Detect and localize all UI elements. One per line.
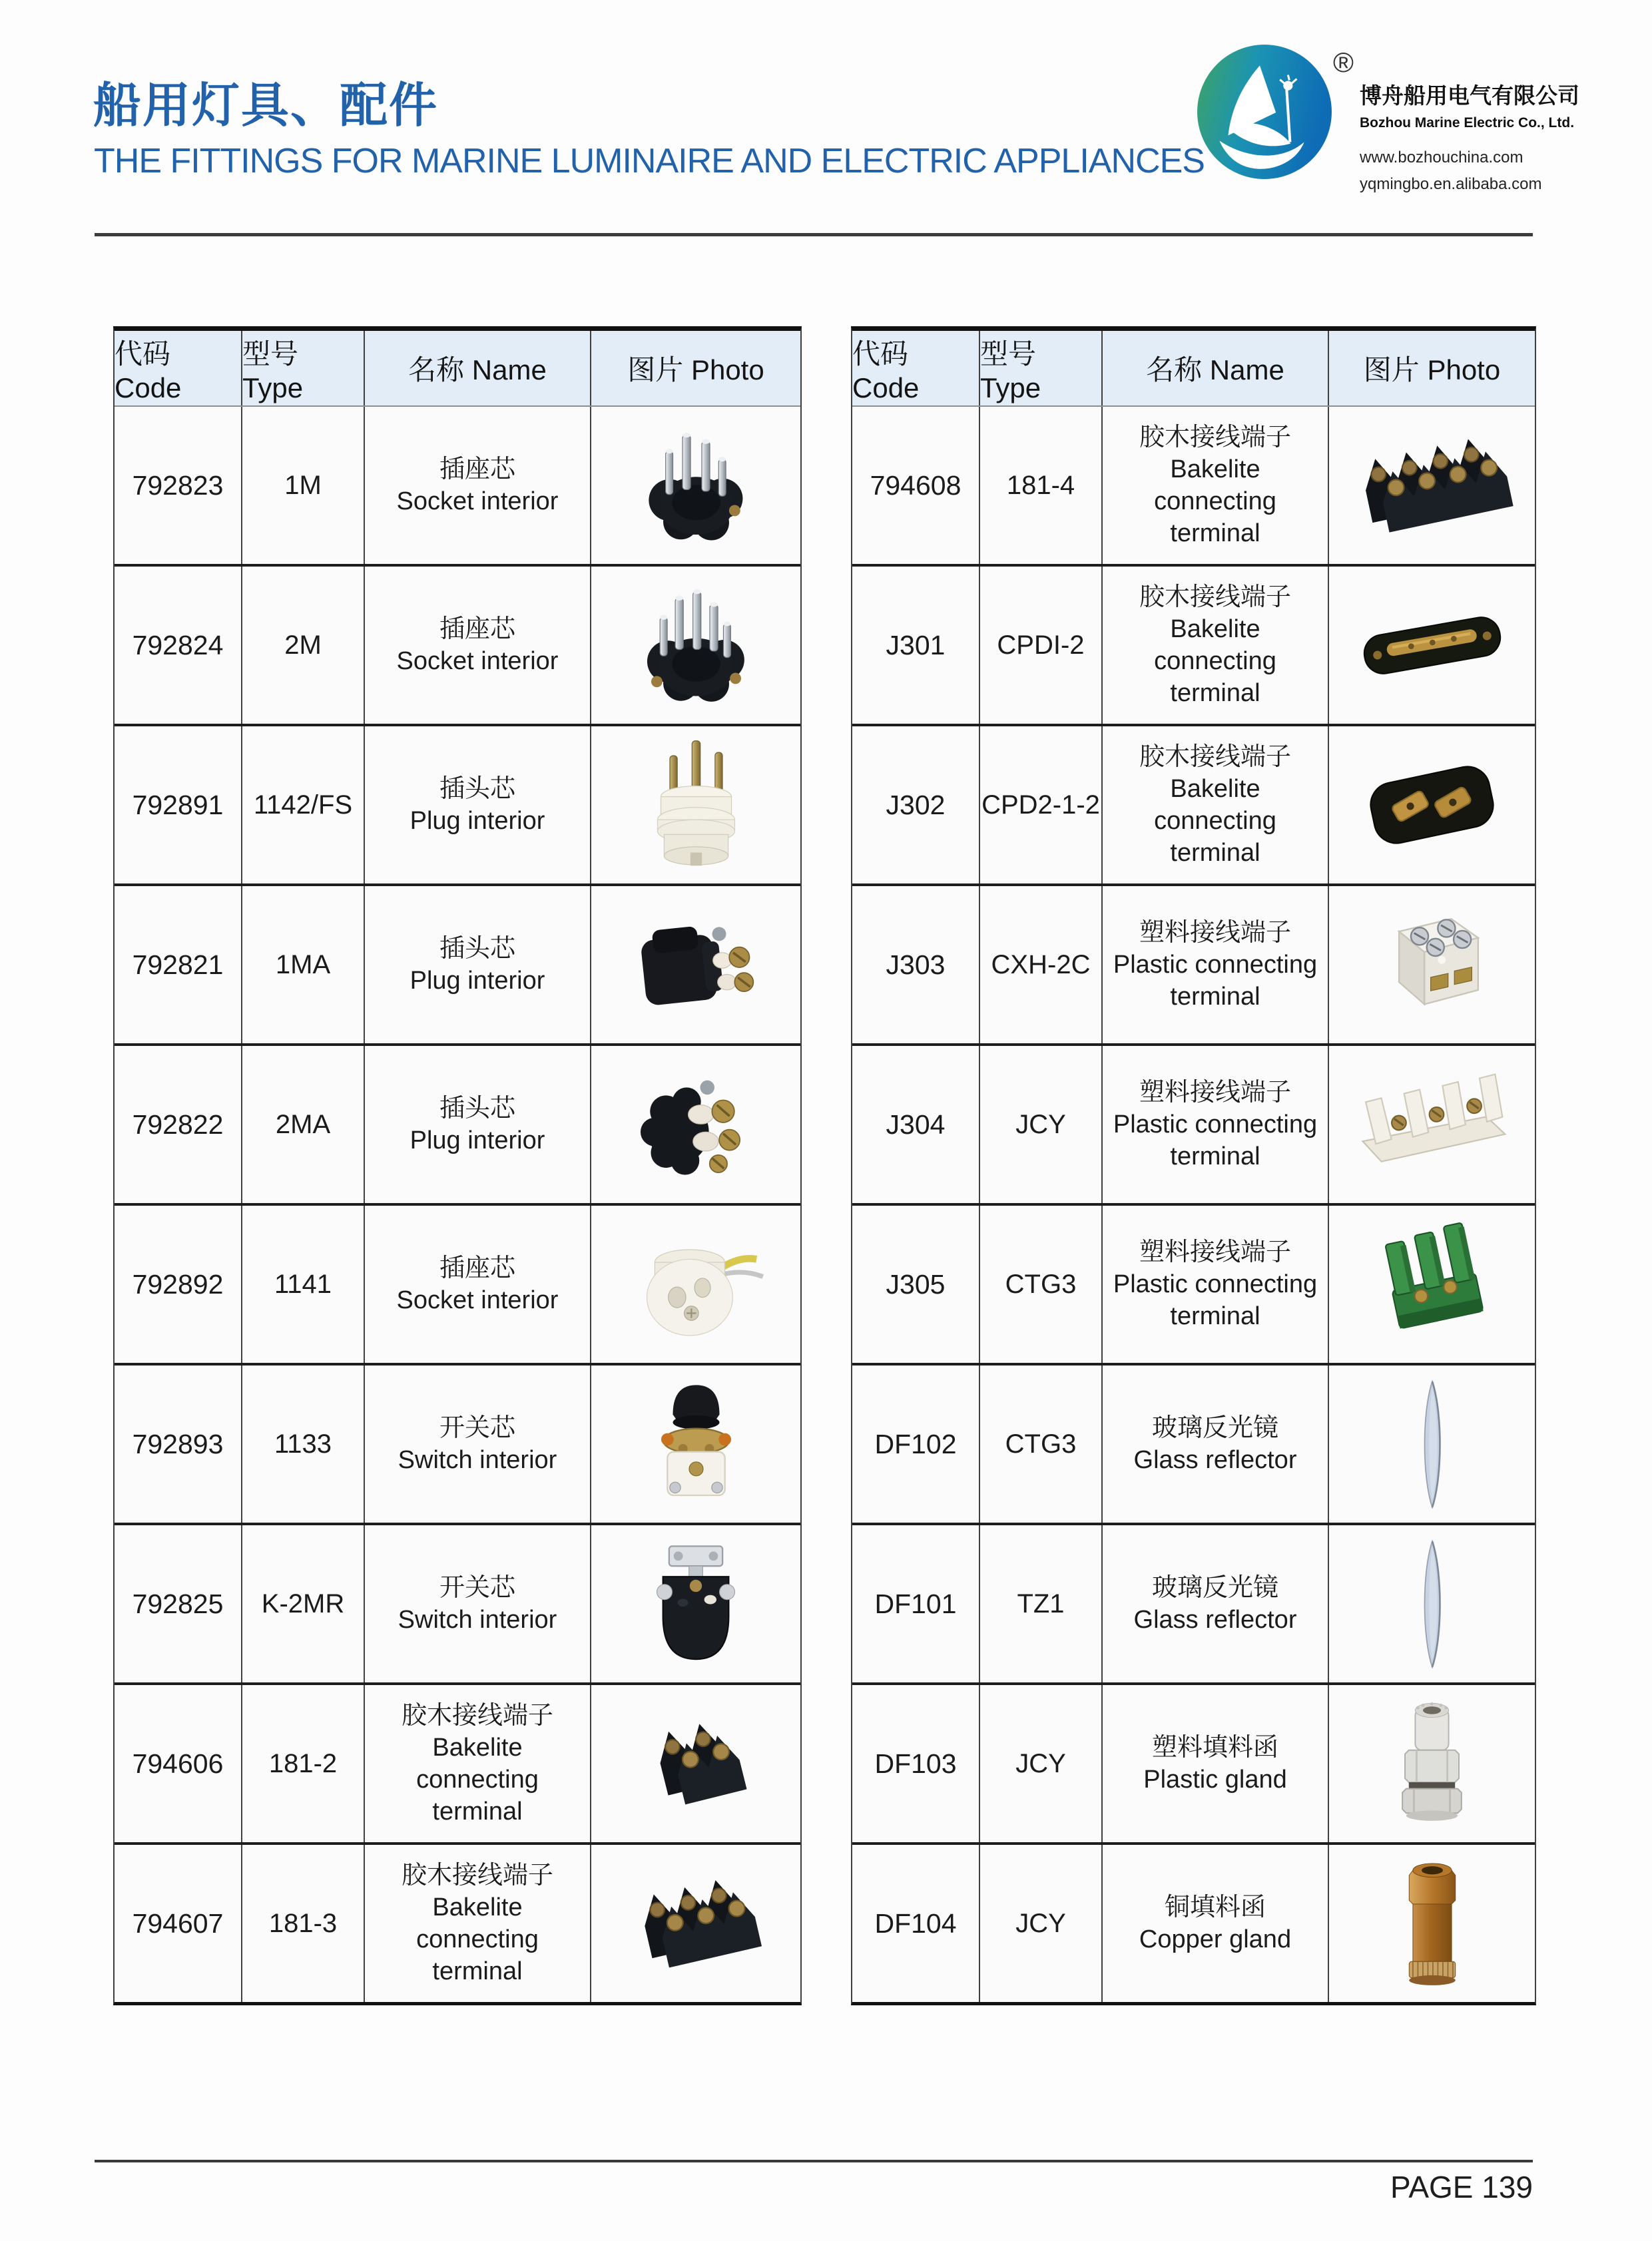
type-cell <box>979 1206 1101 1363</box>
name-zh: 胶木接线端子 <box>401 1702 553 1730</box>
name-cell <box>364 1206 590 1363</box>
code-value: DF103 <box>874 1748 957 1779</box>
name-cell <box>364 726 590 883</box>
photo-cell <box>1328 1685 1535 1842</box>
type-value: JCY <box>1015 1748 1066 1778</box>
name-en: Plug interior <box>410 807 545 835</box>
product-photo-image <box>1408 1535 1456 1673</box>
table-row <box>115 1523 800 1682</box>
product-photo-image <box>1408 1375 1456 1513</box>
table-row <box>115 1682 800 1842</box>
type-cell <box>979 726 1101 883</box>
name-en: Socket interior <box>396 487 559 515</box>
name-en: Plastic connecting terminal <box>1113 1111 1318 1170</box>
code-cell <box>852 886 979 1043</box>
name-en: Plug interior <box>410 1126 545 1154</box>
table-row <box>115 407 800 564</box>
table-row <box>852 1363 1535 1523</box>
type-value: 1133 <box>274 1429 332 1459</box>
product-photo-image <box>628 417 764 554</box>
type-cell <box>979 1845 1101 2002</box>
name-cell <box>364 1366 590 1523</box>
code-cell <box>115 1206 241 1363</box>
type-cell <box>979 1366 1101 1523</box>
type-value: 1141 <box>274 1269 332 1299</box>
name-zh: 塑料接线端子 <box>1139 1079 1291 1107</box>
table-header-row <box>852 331 1535 407</box>
type-value: 1142/FS <box>253 790 353 820</box>
name-en: Bakelite connecting terminal <box>416 1893 539 1985</box>
type-value: CXH-2C <box>991 949 1091 979</box>
name-cell <box>1101 1525 1328 1682</box>
product-photo-image <box>638 1374 754 1514</box>
product-photo-image <box>1349 599 1515 692</box>
photo-cell <box>590 1685 800 1842</box>
type-cell <box>979 1525 1101 1682</box>
type-cell <box>979 567 1101 724</box>
name-en: Bakelite connecting terminal <box>1154 775 1276 867</box>
page-title-zh: 船用灯具、配件 <box>93 79 439 132</box>
product-photo-image <box>624 1857 768 1990</box>
product-photo-image <box>1346 1067 1519 1182</box>
product-photo-image <box>626 903 766 1027</box>
name-cell <box>1101 407 1328 564</box>
column-header-photo: 图片 Photo <box>590 331 800 405</box>
type-cell <box>241 1206 364 1363</box>
name-en: Plastic connecting terminal <box>1113 951 1318 1011</box>
product-photo-image <box>635 731 758 879</box>
code-cell <box>852 407 979 564</box>
name-cell <box>1101 1206 1328 1363</box>
company-website: www.bozhouchina.com <box>1360 148 1523 166</box>
photo-cell <box>1328 886 1535 1043</box>
photo-cell <box>1328 567 1535 724</box>
code-value: DF101 <box>874 1588 957 1619</box>
type-value: 2MA <box>275 1109 331 1139</box>
name-zh: 插座芯 <box>439 615 515 643</box>
photo-cell <box>1328 1366 1535 1523</box>
type-cell <box>241 1845 364 2002</box>
column-header-code: 代码 Code <box>852 338 920 403</box>
code-cell <box>852 1525 979 1682</box>
product-photo-image <box>1354 749 1510 861</box>
name-en: Socket interior <box>396 1286 559 1314</box>
table-row <box>852 564 1535 724</box>
table-row <box>115 1842 800 2002</box>
name-cell <box>1101 886 1328 1043</box>
name-cell <box>1101 567 1328 724</box>
column-header-type: 型号 Type <box>979 331 1101 405</box>
photo-cell <box>590 1206 800 1363</box>
code-value: 794607 <box>132 1907 224 1939</box>
type-value: 2M <box>284 630 322 660</box>
product-photo-image <box>1369 901 1496 1028</box>
page-title-en: THE FITTINGS FOR MARINE LUMINAIRE AND ELECTRIC APPLIANCES <box>94 142 1205 180</box>
code-value: J301 <box>886 629 946 660</box>
photo-cell <box>590 407 800 564</box>
type-cell <box>241 567 364 724</box>
name-zh: 胶木接线端子 <box>1139 423 1291 451</box>
company-name-en: Bozhou Marine Electric Co., Ltd. <box>1360 115 1575 130</box>
code-cell <box>852 726 979 883</box>
table-row <box>852 883 1535 1043</box>
type-cell <box>979 1685 1101 1842</box>
name-zh: 塑料接线端子 <box>1139 919 1291 947</box>
type-value: 1MA <box>275 949 331 979</box>
product-photo-image <box>639 1535 753 1673</box>
product-photo-image <box>1392 1852 1473 1995</box>
name-cell <box>364 407 590 564</box>
table-row <box>852 724 1535 883</box>
name-zh: 玻璃反光镜 <box>1151 1574 1278 1602</box>
product-photo-image <box>1367 1216 1497 1353</box>
code-cell <box>115 726 241 883</box>
name-cell <box>1101 726 1328 883</box>
company-logo-icon <box>1194 41 1335 182</box>
name-en: Socket interior <box>396 647 559 675</box>
table-header-row <box>115 331 800 407</box>
column-header-photo: 图片 Photo <box>1328 331 1535 405</box>
code-cell <box>852 1046 979 1203</box>
code-value: 792824 <box>132 629 224 660</box>
name-zh: 胶木接线端子 <box>1139 583 1291 611</box>
type-cell <box>979 407 1101 564</box>
code-value: 792825 <box>132 1588 224 1619</box>
type-value: CPD2-1-2 <box>981 790 1100 820</box>
code-cell <box>115 1685 241 1842</box>
name-zh: 插座芯 <box>439 455 515 483</box>
header-divider <box>95 233 1533 236</box>
table-row <box>852 1203 1535 1363</box>
code-value: 794608 <box>870 469 962 501</box>
parts-table-left <box>113 326 802 2005</box>
code-value: 792821 <box>132 949 224 980</box>
product-photo-image <box>625 1221 768 1348</box>
type-cell <box>241 1366 364 1523</box>
type-value: K-2MR <box>261 1589 345 1618</box>
name-cell <box>364 1046 590 1203</box>
type-value: CTG3 <box>1005 1429 1077 1459</box>
photo-cell <box>590 1046 800 1203</box>
column-header-name: 名称 Name <box>1101 331 1328 405</box>
photo-cell <box>1328 407 1535 564</box>
code-value: 792892 <box>132 1268 224 1300</box>
table-row <box>115 883 800 1043</box>
name-zh: 插头芯 <box>439 775 515 803</box>
code-value: DF102 <box>874 1428 957 1459</box>
photo-cell <box>590 1525 800 1682</box>
type-value: 181-3 <box>268 1908 338 1938</box>
footer-divider <box>95 2160 1533 2162</box>
name-cell <box>364 1525 590 1682</box>
name-zh: 开关芯 <box>439 1574 515 1602</box>
name-cell <box>1101 1685 1328 1842</box>
name-en: Plastic connecting terminal <box>1113 1270 1318 1330</box>
product-photo-image <box>625 1065 768 1184</box>
name-cell <box>364 1685 590 1842</box>
parts-table-right <box>851 326 1536 2005</box>
code-cell <box>852 1685 979 1842</box>
name-cell <box>364 886 590 1043</box>
name-cell <box>1101 1845 1328 2002</box>
column-header-name: 名称 Name <box>364 331 590 405</box>
type-value: JCY <box>1015 1109 1066 1139</box>
type-value: JCY <box>1015 1908 1066 1938</box>
type-cell <box>979 1046 1101 1203</box>
product-photo-image <box>628 577 764 714</box>
company-website-alibaba: yqmingbo.en.alibaba.com <box>1360 175 1542 193</box>
registered-trademark-symbol: ® <box>1333 47 1354 78</box>
photo-cell <box>590 886 800 1043</box>
name-zh: 塑料接线端子 <box>1139 1238 1291 1266</box>
type-cell <box>241 886 364 1043</box>
name-zh: 开关芯 <box>439 1414 515 1442</box>
code-cell <box>852 567 979 724</box>
column-header-type: 型号 Type <box>241 331 364 405</box>
code-cell <box>115 567 241 724</box>
photo-cell <box>1328 1046 1535 1203</box>
code-value: J304 <box>886 1109 946 1140</box>
name-en: Plug interior <box>410 967 545 995</box>
name-zh: 铜填料函 <box>1164 1893 1266 1921</box>
photo-cell <box>1328 1525 1535 1682</box>
table-row <box>852 1523 1535 1682</box>
code-cell <box>115 407 241 564</box>
code-value: 792893 <box>132 1428 224 1459</box>
code-cell <box>115 1525 241 1682</box>
code-value: 792891 <box>132 789 224 820</box>
name-cell <box>364 1845 590 2002</box>
code-cell <box>115 886 241 1043</box>
name-zh: 插头芯 <box>439 935 515 963</box>
code-value: DF104 <box>874 1907 957 1939</box>
name-cell <box>1101 1366 1328 1523</box>
type-value: 181-4 <box>1006 470 1075 500</box>
name-zh: 塑料填料函 <box>1151 1734 1278 1762</box>
type-cell <box>241 1685 364 1842</box>
code-value: 794606 <box>132 1748 224 1779</box>
table-row <box>852 1043 1535 1203</box>
type-value: 1M <box>284 470 322 500</box>
type-cell <box>979 886 1101 1043</box>
type-cell <box>241 1046 364 1203</box>
name-cell <box>364 567 590 724</box>
table-row <box>852 1682 1535 1842</box>
name-zh: 胶木接线端子 <box>401 1862 553 1889</box>
code-cell <box>115 1366 241 1523</box>
name-cell <box>1101 1046 1328 1203</box>
type-cell <box>241 726 364 883</box>
name-zh: 插座芯 <box>439 1254 515 1282</box>
photo-cell <box>590 726 800 883</box>
code-value: 792822 <box>132 1109 224 1140</box>
name-zh: 插头芯 <box>439 1095 515 1122</box>
photo-cell <box>590 567 800 724</box>
brand-block <box>1360 79 1579 194</box>
code-cell <box>115 1845 241 2002</box>
table-row <box>115 1043 800 1203</box>
name-zh: 玻璃反光镜 <box>1151 1414 1278 1442</box>
code-cell <box>852 1845 979 2002</box>
table-row <box>852 407 1535 564</box>
name-en: Switch interior <box>398 1606 557 1634</box>
type-cell <box>241 407 364 564</box>
table-row <box>115 724 800 883</box>
type-value: 181-2 <box>268 1748 338 1778</box>
table-row <box>852 1842 1535 2002</box>
name-en: Copper gland <box>1139 1925 1292 1953</box>
type-cell <box>241 1525 364 1682</box>
column-header-code: 代码 Code <box>115 338 182 403</box>
name-en: Bakelite connecting terminal <box>416 1734 539 1826</box>
name-en: Glass reflector <box>1133 1606 1297 1634</box>
type-value: CTG3 <box>1005 1269 1077 1299</box>
table-row <box>115 564 800 724</box>
name-en: Bakelite connecting terminal <box>1154 455 1276 547</box>
code-value: J302 <box>886 789 946 820</box>
table-row <box>115 1363 800 1523</box>
name-en: Bakelite connecting terminal <box>1154 615 1276 707</box>
name-en: Glass reflector <box>1133 1446 1297 1474</box>
name-zh: 胶木接线端子 <box>1139 743 1291 771</box>
page-number: PAGE 139 <box>1390 2170 1533 2204</box>
product-photo-image <box>639 1697 753 1830</box>
code-value: 792823 <box>132 469 224 501</box>
photo-cell <box>1328 1206 1535 1363</box>
product-photo-image <box>1387 1690 1477 1838</box>
photo-cell <box>1328 726 1535 883</box>
code-cell <box>852 1366 979 1523</box>
code-cell <box>852 1206 979 1363</box>
code-value: J303 <box>886 949 946 980</box>
product-photo-image <box>1346 419 1519 552</box>
code-value: J305 <box>886 1268 946 1300</box>
photo-cell <box>1328 1845 1535 2002</box>
table-row <box>115 1203 800 1363</box>
company-name-zh: 博舟船用电气有限公司 <box>1360 83 1579 108</box>
type-value: TZ1 <box>1017 1589 1065 1618</box>
type-value: CPDI-2 <box>997 630 1085 660</box>
name-en: Switch interior <box>398 1446 557 1474</box>
name-en: Plastic gland <box>1143 1766 1287 1794</box>
photo-cell <box>590 1366 800 1523</box>
photo-cell <box>590 1845 800 2002</box>
code-cell <box>115 1046 241 1203</box>
